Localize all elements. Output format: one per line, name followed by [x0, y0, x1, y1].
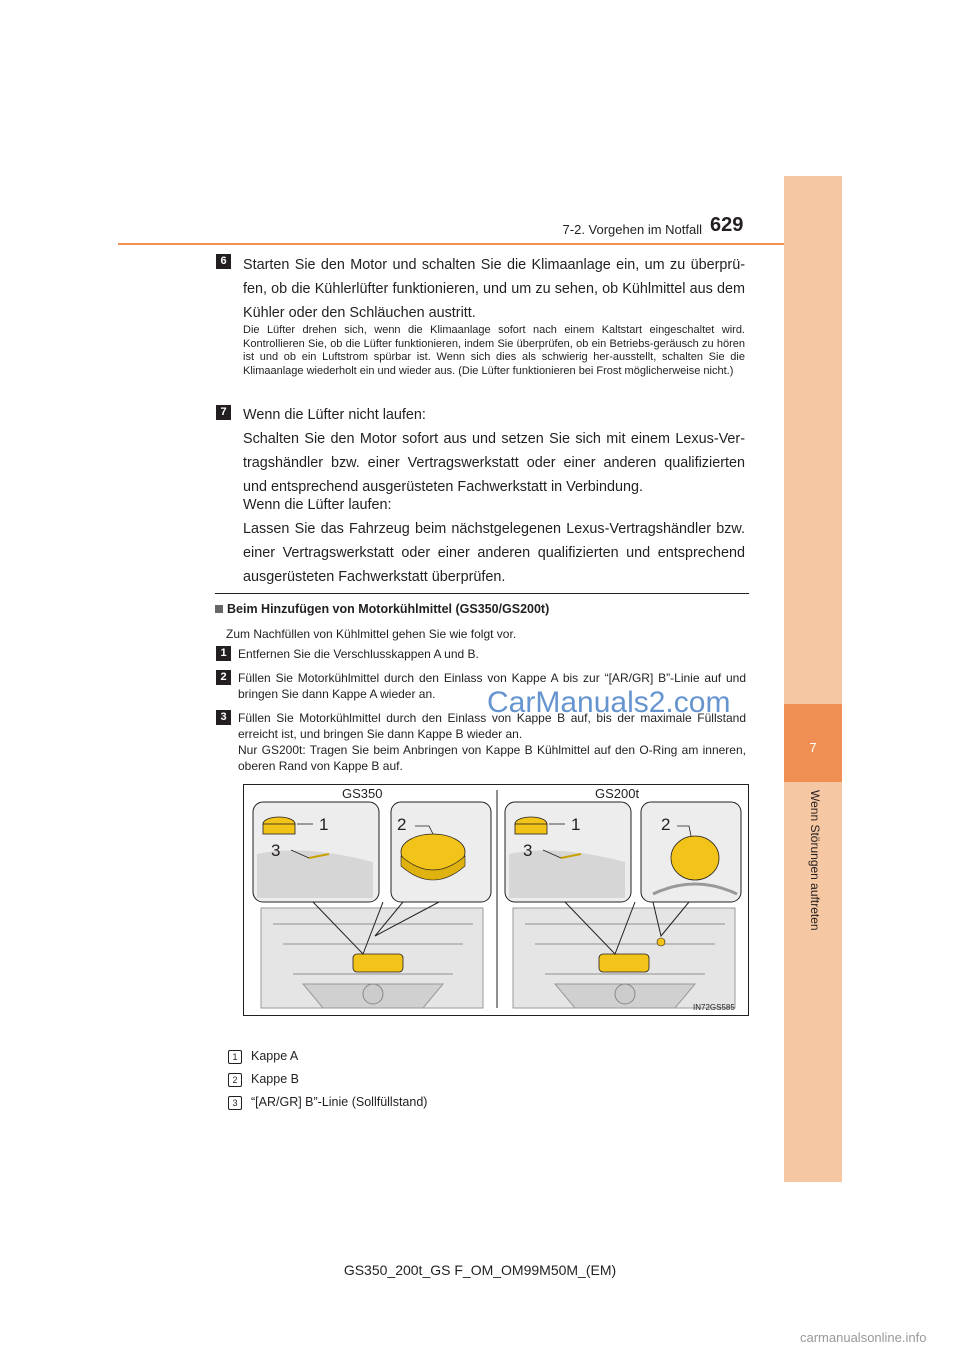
watermark: carmanualsonline.info — [800, 1330, 927, 1345]
step-heading: Wenn die Lüfter laufen: — [243, 497, 392, 513]
callout-number: 1 — [319, 815, 329, 834]
chapter-title: Wenn Störungen auftreten — [808, 790, 822, 931]
step-note: Die Lüfter drehen sich, wenn die Klimaanlage sofort nach einem Kaltstart eingeschaltet wird. Kontrollieren Sie, ob die Lüfter funktionieren, indem Sie überprüfen, ob ein Betriebs-geräusch zu hören ist und ob ein Luftstrom spürbar ist. Wenn sich dies als schwierig her-ausstellt, schalten Sie die Klimaanlage wiederholt ein und wieder aus. (Die Lüfter funktionieren bei Frost möglicherweise nicht.) — [243, 324, 745, 377]
document-code-footer: GS350_200t_GS F_OM_OM99M50M_(EM) — [343, 1262, 617, 1278]
header-rule — [118, 243, 784, 245]
step-heading: Wenn die Lüfter nicht laufen: — [243, 407, 426, 423]
step-number: 7 — [216, 405, 231, 420]
substep-text-extra: Nur GS200t: Tragen Sie beim Anbringen von Kappe B Kühlmittel auf den O-Ring am inneren, oberen Rand von Kappe B auf. — [238, 743, 746, 773]
callout-number: 3 — [523, 841, 533, 860]
step-text: Schalten Sie den Motor sofort aus und setzen Sie sich mit einem Lexus-Ver-tragshändler bzw. einer Vertragswerkstatt oder einer anderen qualifizierten und entsprechend ausgerüsteten Fachwerkstatt in Verbindung. — [243, 431, 745, 495]
section-intro: Zum Nachfüllen von Kühlmittel gehen Sie wie folgt vor. — [226, 627, 517, 641]
callout-number: 3 — [271, 841, 281, 860]
legend-number: 3 — [228, 1096, 242, 1110]
legend-text: Kappe A — [251, 1049, 299, 1063]
page-number: 629 — [710, 214, 744, 236]
chapter-number: 7 — [809, 740, 817, 755]
substep-number: 2 — [216, 670, 231, 685]
legend-number: 1 — [228, 1050, 242, 1064]
step-text: Lassen Sie das Fahrzeug beim nächstgelegenen Lexus-Vertragshändler bzw. einer Vertragswerkstatt oder einer anderen qualifizierten und entsprechend ausgerüsteten Fachwerkstatt überprüfen. — [243, 521, 745, 585]
diagram-label-left: GS350 — [342, 786, 383, 801]
chapter-side-tab — [784, 176, 842, 1182]
callout-number: 2 — [397, 815, 407, 834]
section-bullet-icon — [215, 605, 223, 613]
coolant-diagram — [243, 784, 749, 1016]
section-header: 7-2. Vorgehen im Notfall — [562, 222, 702, 237]
section-title: Beim Hinzufügen von Motorkühlmittel (GS350/GS200t) — [215, 602, 549, 616]
legend-text: Kappe B — [251, 1072, 299, 1086]
step-text: Starten Sie den Motor und schalten Sie die Klimaanlage ein, um zu überprü-fen, ob die Kühlerlüfter funktionieren, und um zu sehen, ob Kühlmittel aus dem Kühler oder den Schläuchen austritt. — [243, 257, 745, 321]
substep-number: 3 — [216, 710, 231, 725]
figure-code: IN72GS585 — [693, 1003, 735, 1012]
step-number: 6 — [216, 254, 231, 269]
substep-text: Füllen Sie Motorkühlmittel durch den Einlass von Kappe A bis zur “[AR/GR] B”-Linie auf und bringen Sie dann Kappe A wieder an. — [238, 671, 746, 701]
substep-text: Füllen Sie Motorkühlmittel durch den Einlass von Kappe B auf, bis der maximale Füllstand erreicht ist, und bringen Sie dann Kappe B wieder an. — [238, 711, 746, 741]
callout-number: 1 — [571, 815, 581, 834]
substep-number: 1 — [216, 646, 231, 661]
legend-number: 2 — [228, 1073, 242, 1087]
diagram-label-right: GS200t — [595, 786, 640, 801]
section-rule — [215, 593, 749, 594]
legend-text: “[AR/GR] B”-Linie (Sollfüllstand) — [251, 1095, 428, 1109]
watermark: CarManuals2.com — [487, 686, 731, 719]
callout-number: 2 — [661, 815, 671, 834]
substep-text: Entfernen Sie die Verschlusskappen A und B. — [238, 647, 479, 661]
